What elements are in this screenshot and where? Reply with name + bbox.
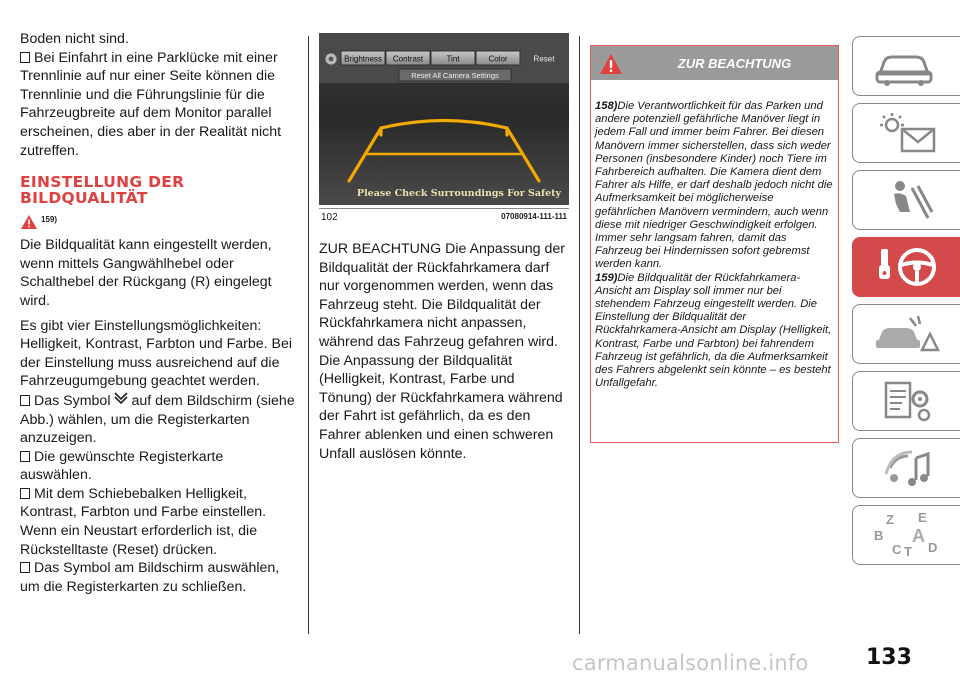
- tab-emergency[interactable]: [852, 304, 960, 364]
- tab-vehicle[interactable]: [852, 36, 960, 96]
- light-message-icon: [872, 111, 942, 155]
- tab-index[interactable]: [852, 505, 960, 565]
- warning-ref-number: 158): [595, 100, 618, 112]
- index-letter: C: [891, 542, 901, 557]
- index-letter: Z: [885, 512, 894, 527]
- car-icon: [872, 44, 942, 88]
- reset-all-label: Reset All Camera Settings: [411, 71, 499, 80]
- warning-box-title: ZUR BEACHTUNG: [677, 56, 792, 71]
- bullet-item: [20, 391, 298, 448]
- safety-notice: Please Check Surroundings For Safety: [356, 188, 562, 199]
- index-letter: D: [927, 540, 937, 555]
- warning-text: Die Verantwortlichkeit für das Parken und andere potenziell gefährliche Manöver liegt in jedem Fall und immer beim Fahrer. Bei diesen Manövern immer sicherstellen, dass sich weder Personen (insbesondere Kinder) noch Tiere im Fahrbereich aufhalten. Die Kamera dient dem Fahrer als Hilfe, er darf deshalb jedoch nicht die Aufmerksamkeit bei möglicherweise gefährlichen Manövern vermindern, auch wenn diese mit niedriger Geschwindigkeit erfolgen. Immer sehr langsam fahren, damit das Fahrzeug bei Hindernissen sofort gebremst werden kann.: [595, 100, 833, 271]
- chevron-down-icon: [113, 391, 129, 405]
- warning-reference: [20, 210, 298, 230]
- settings-icon[interactable]: [325, 53, 337, 65]
- paragraph: Die Bildqualität kann eingestellt werden, wenn mittels Gangwählhebel oder Schalthebel der Rückgang (R) eingelegt wird.: [20, 237, 272, 309]
- column-divider: [579, 36, 580, 634]
- bullet-text: Mit dem Schiebebalken Helligkeit, Kontrast, Farbton und Farbe einstellen. Wenn ein Neustart erforderlich ist, die Rückstelltaste (Reset) drücken.: [20, 485, 267, 558]
- document-gear-icon: [872, 379, 942, 423]
- airbag-person-icon: [872, 178, 942, 222]
- tab-tint-label: Tint: [446, 54, 460, 64]
- checkbox-bullet-icon: [20, 395, 30, 406]
- left-column: [20, 30, 298, 596]
- warning-box: [590, 45, 839, 443]
- tab-multimedia[interactable]: [852, 438, 960, 498]
- tab-brightness-label: Brightness: [344, 54, 382, 64]
- index-letter: A: [911, 526, 925, 546]
- warning-triangle-icon: [599, 53, 623, 75]
- tab-starting-driving[interactable]: [852, 237, 960, 297]
- index-letter: T: [903, 544, 912, 559]
- camera-display-figure: [319, 33, 569, 205]
- alphabet-index-icon: [872, 510, 942, 560]
- bullet-text: auf dem Bildschirm (siehe Abb.) wählen, um die Registerkarten anzuzeigen.: [20, 392, 295, 447]
- checkbox-bullet-icon: [20, 52, 30, 63]
- paragraph-continued: Boden nicht sind.: [20, 31, 129, 47]
- warning-box-body: [591, 80, 838, 390]
- figure-number: 102: [321, 212, 338, 223]
- bullet-item: [20, 485, 298, 559]
- chapter-tabs: [852, 36, 960, 572]
- page-number: 133: [866, 645, 912, 670]
- bullet-text: Das Symbol: [34, 392, 111, 409]
- key-steering-wheel-icon: [867, 243, 947, 291]
- index-letter: B: [873, 528, 883, 543]
- warning-box-header: [591, 46, 838, 80]
- bullet-text: Das Symbol am Bildschirm auswählen, um die Registerkarten zu schließen.: [20, 560, 280, 595]
- tab-maintenance[interactable]: [852, 371, 960, 431]
- figure-code: 07080914-111-111: [501, 212, 567, 221]
- checkbox-bullet-icon: [20, 562, 30, 573]
- bullet-text: Bei Einfahrt in eine Parklücke mit einer Trennlinie auf nur einer Seite können die Trennlinie und die Führungslinie für die Fahrzeugbreite auf dem Monitor parallel erscheinen, dies aber in der Realität nicht zutreffen.: [20, 49, 282, 159]
- section-heading: EINSTELLUNG DER BILDQUALITÄT: [20, 173, 185, 208]
- watermark-text: carmanualsonline.info: [572, 651, 809, 675]
- bullet-item: [20, 448, 298, 485]
- warning-ref-number: 159): [595, 271, 618, 284]
- breakdown-icon: [872, 312, 942, 356]
- warning-text: Die Bildqualität der Rückfahrkamera-Ansicht am Display soll immer nur bei stehendem Fahrzeug eingestellt werden. Die Einstellung der Bildqualität der Rückfahrkamera-Ansicht am Display (Helligkeit, Kontrast, Farbe und Farbton) bei fahrendem Fahrzeug ist gefährlich, da die Aufmerksamkeit des Fahrers abgelenkt sein könnte – es besteht Unfallgefahr.: [595, 271, 832, 390]
- warning-item: [595, 272, 834, 391]
- tab-lights-messages[interactable]: [852, 103, 960, 163]
- warning-item: [595, 100, 834, 272]
- checkbox-bullet-icon: [20, 488, 30, 499]
- tab-safety[interactable]: [852, 170, 960, 230]
- tab-contrast-label: Contrast: [392, 54, 424, 64]
- column-divider: [308, 36, 309, 634]
- figure-caption: [319, 208, 569, 222]
- checkbox-bullet-icon: [20, 451, 30, 462]
- bullet-text: Die gewünschte Registerkarte auswählen.: [20, 448, 224, 484]
- index-letter: E: [917, 510, 927, 525]
- warning-ref-number: 159): [41, 214, 58, 224]
- warning-triangle-icon: [20, 214, 38, 230]
- multimedia-icon: [872, 446, 942, 490]
- tab-color-label: Color: [488, 54, 508, 64]
- bullet-item: [20, 559, 298, 596]
- paragraph: ZUR BEACHTUNG Die Anpassung der Bildqualität der Rückfahrkamera darf nur vorgenommen werden, wenn das Fahrzeug steht. Die Bildqualität der Rückfahrkamera nicht anpassen, während das Fahrzeug gefahren wird. Die Anpassung der Bildqualität (Helligkeit, Kontrast, Farbe und Tönung) der Rückfahrkamera während der Fahrt ist gefährlich, da es den Fahrer ablenken und einen schweren Unfall auslösen könnte.: [319, 241, 566, 462]
- reset-button[interactable]: Reset: [533, 54, 555, 64]
- bullet-item: [20, 49, 298, 161]
- middle-column: [319, 240, 571, 463]
- paragraph: Es gibt vier Einstellungsmöglichkeiten: Helligkeit, Kontrast, Farbton und Farbe. Bei der Einstellung muss ausreichend auf die Fahrzeugumgebung geachtet werden.: [20, 317, 293, 390]
